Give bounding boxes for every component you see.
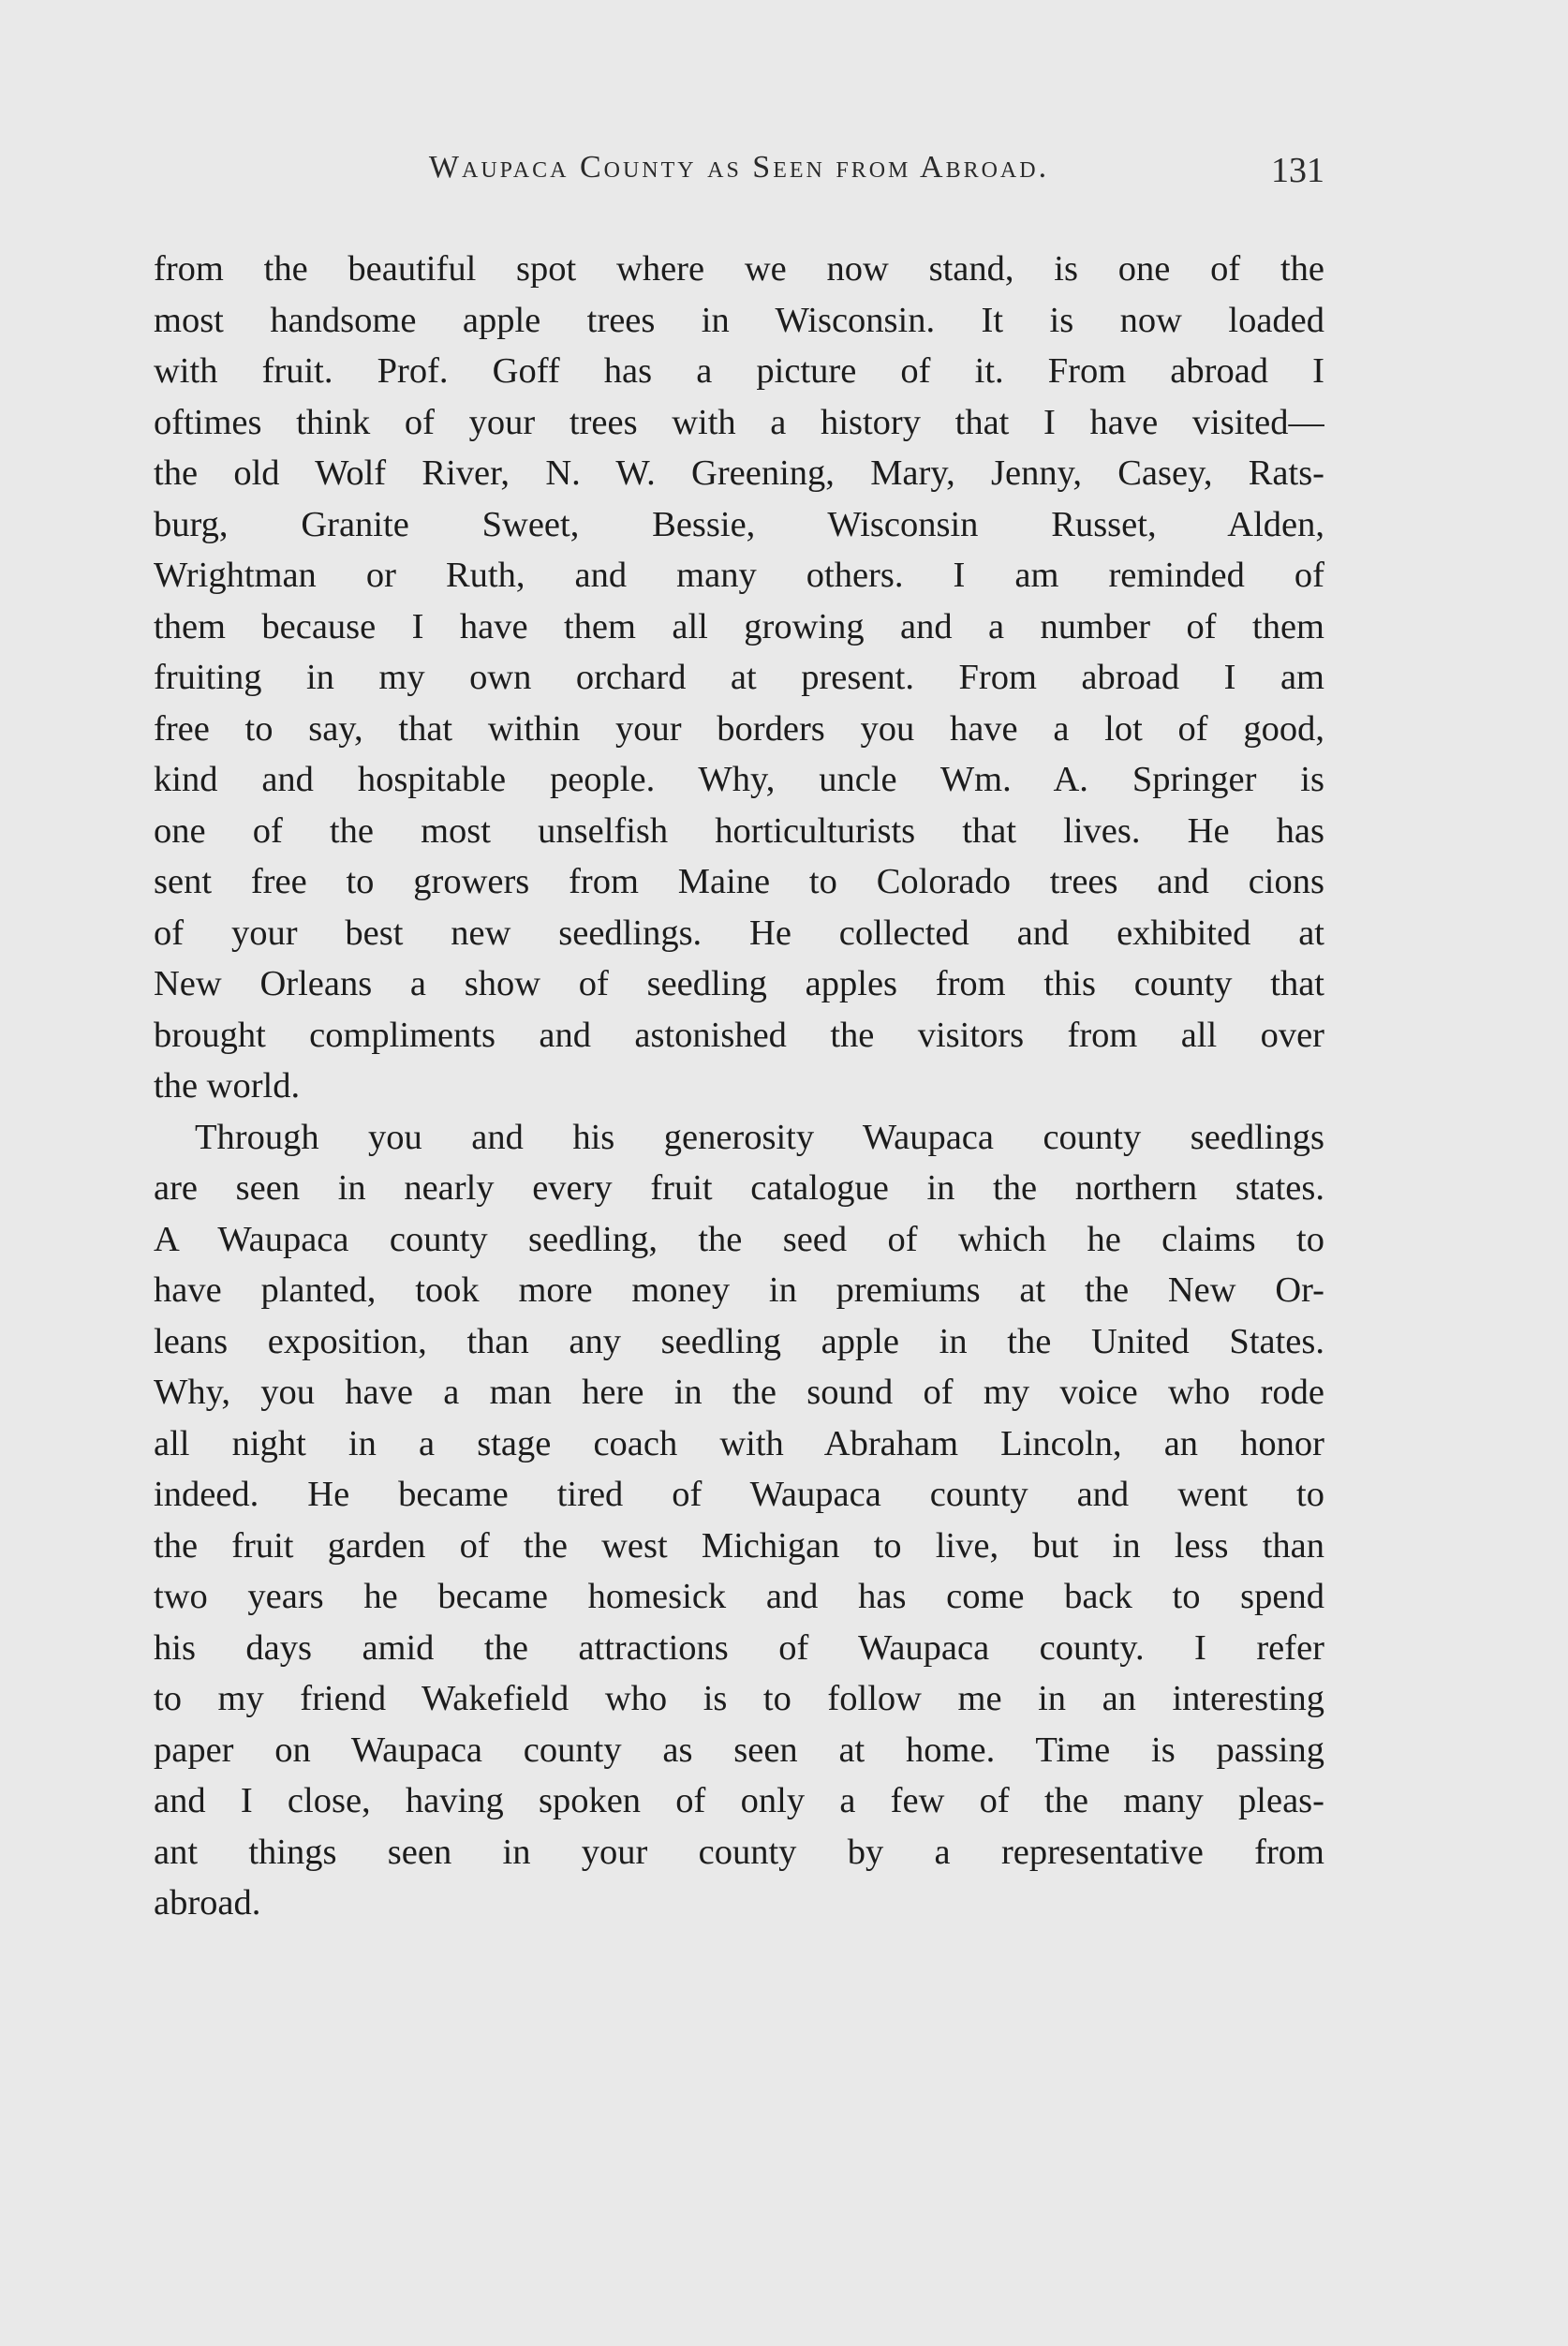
text-line: burg, Granite Sweet, Bessie, Wisconsin Russet, Alden, xyxy=(154,504,1324,544)
text-line: his days amid the attractions of Waupaca county. I refer xyxy=(154,1627,1324,1668)
text-line: the world. xyxy=(154,1066,301,1106)
text-line: paper on Waupaca county as seen at home. Time is passing xyxy=(154,1730,1324,1770)
body-text xyxy=(154,244,1324,1929)
text-line: them because I have them all growing and a number of them xyxy=(154,606,1324,646)
text-line: most handsome apple trees in Wisconsin. It is now loaded xyxy=(154,300,1324,340)
text-line: the old Wolf River, N. W. Greening, Mary, Jenny, Casey, Rats- xyxy=(154,453,1324,493)
text-line: brought compliments and astonished the visitors from all over xyxy=(154,1015,1324,1055)
text-line: Wrightman or Ruth, and many others. I am reminded of xyxy=(154,556,1324,595)
text-line: are seen in nearly every fruit catalogue in the northern states. xyxy=(154,1168,1324,1208)
text-line: abroad. xyxy=(154,1883,261,1923)
page-number: 131 xyxy=(1271,151,1324,190)
text-line: New Orleans a show of seedling apples from this county that xyxy=(154,964,1324,1003)
text-line: from the beautiful spot where we now stand, is one of the xyxy=(154,249,1324,289)
text-line: Through you and his generosity Waupaca county seedlings xyxy=(195,1117,1324,1157)
text-line: sent free to growers from Maine to Colorado trees and cions xyxy=(154,862,1324,901)
running-title: Waupaca County as Seen from Abroad. xyxy=(428,150,1050,185)
text-line: of your best new seedlings. He collected and exhibited at xyxy=(154,913,1324,953)
text-line: the fruit garden of the west Michigan to live, but in less than xyxy=(154,1525,1324,1566)
paragraph-1 xyxy=(154,244,1324,1112)
text-line: leans exposition, than any seedling apple in the United States. xyxy=(154,1321,1324,1361)
text-line: fruiting in my own orchard at present. From abroad I am xyxy=(154,658,1324,697)
text-line: all night in a stage coach with Abraham Lincoln, an honor xyxy=(154,1423,1324,1463)
text-line: indeed. He became tired of Waupaca county and went to xyxy=(154,1475,1324,1514)
running-head xyxy=(154,150,1324,197)
text-line: Why, you have a man here in the sound of my voice who rode xyxy=(154,1373,1324,1412)
text-line: to my friend Wakefield who is to follow me in an interesting xyxy=(154,1679,1324,1718)
text-line: one of the most unselfish horticulturists that lives. He has xyxy=(154,810,1324,851)
text-line: kind and hospitable people. Why, uncle Wm. A. Springer is xyxy=(154,760,1324,799)
text-line: have planted, took more money in premiums at the New Or- xyxy=(154,1270,1324,1310)
text-line: free to say, that within your borders you have a lot of good, xyxy=(154,708,1324,749)
text-line: two years he became homesick and has come back to spend xyxy=(154,1577,1324,1616)
text-line: oftimes think of your trees with a history that I have visited— xyxy=(154,402,1324,442)
text-line: A Waupaca county seedling, the seed of which he claims to xyxy=(154,1219,1324,1259)
text-line: with fruit. Prof. Goff has a picture of it. From abroad I xyxy=(154,351,1324,391)
paragraph-2 xyxy=(154,1112,1324,1929)
text-line: and I close, having spoken of only a few of the many pleas- xyxy=(154,1781,1324,1820)
text-line: ant things seen in your county by a representative from xyxy=(154,1832,1324,1872)
